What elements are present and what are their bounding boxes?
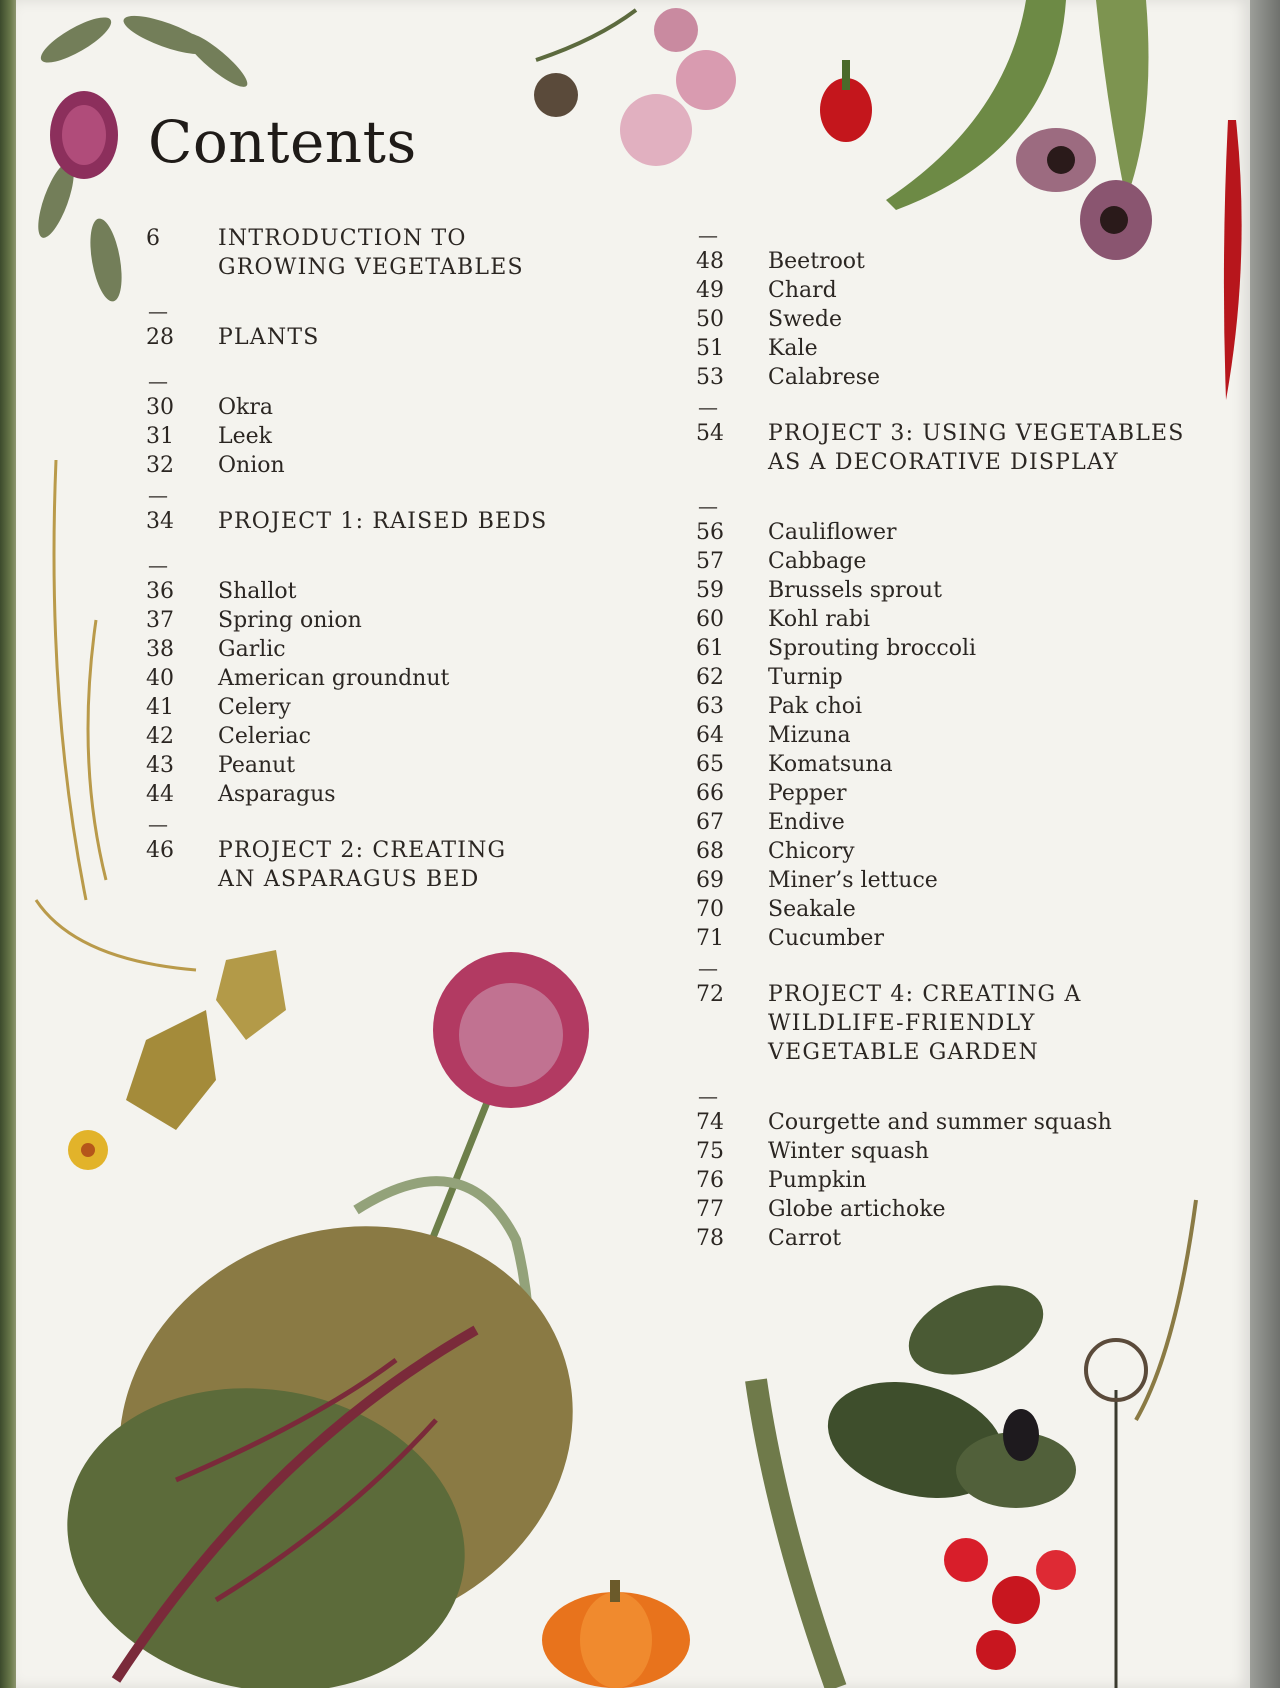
toc-page-number: 56 — [696, 520, 724, 545]
toc-section-title: AS A DECORATIVE DISPLAY — [768, 450, 1119, 475]
section-divider: — — [698, 494, 718, 518]
toc-entry-title: Peanut — [218, 753, 296, 778]
toc-entry-title: Garlic — [218, 637, 286, 662]
toc-entry-title: Calabrese — [768, 365, 881, 390]
section-divider: — — [698, 1084, 718, 1108]
toc-page-number: 66 — [696, 781, 724, 806]
section-divider: — — [698, 223, 718, 247]
toc-entry-title: Endive — [768, 810, 845, 835]
section-divider: — — [148, 483, 168, 507]
toc-page-number: 65 — [696, 752, 724, 777]
hop-leaf-icon — [68, 950, 286, 1170]
pea-pod-icon — [886, 0, 1149, 210]
toc-page-number: 71 — [696, 926, 724, 951]
toc-section-title: PROJECT 3: USING VEGETABLES — [768, 421, 1185, 446]
toc-page-number: 75 — [696, 1139, 724, 1164]
toc-entry-title: Celery — [218, 695, 291, 720]
toc-entry-title: Kale — [768, 336, 818, 361]
toc-section-title: PROJECT 2: CREATING — [218, 838, 507, 863]
toc-page-number: 78 — [696, 1226, 724, 1251]
toc-page-number: 62 — [696, 665, 724, 690]
toc-entry-title: Turnip — [768, 665, 843, 690]
toc-page-number: 43 — [146, 753, 174, 778]
chilli-pepper-icon — [1224, 120, 1242, 400]
toc-section-title: VEGETABLE GARDEN — [768, 1040, 1039, 1065]
toc-entry-title: Globe artichoke — [768, 1197, 946, 1222]
toc-section-title: AN ASPARAGUS BED — [218, 867, 480, 892]
toc-page-number: 44 — [146, 782, 174, 807]
section-divider: — — [148, 299, 168, 323]
toc-section-title: PROJECT 4: CREATING A — [768, 982, 1082, 1007]
toc-page-number: 63 — [696, 694, 724, 719]
toc-page-number: 69 — [696, 868, 724, 893]
toc-page-number: 51 — [696, 336, 724, 361]
toc-entry-title: Brussels sprout — [768, 578, 942, 603]
chive-flower-icon — [1086, 1200, 1196, 1688]
toc-entry-title: Chard — [768, 278, 837, 303]
toc-page-number: 40 — [146, 666, 174, 691]
toc-page-number: 32 — [146, 453, 174, 478]
toc-page-number: 59 — [696, 578, 724, 603]
toc-page-number: 31 — [146, 424, 174, 449]
toc-entry-title: Leek — [218, 424, 272, 449]
toc-page-number: 28 — [146, 325, 174, 350]
toc-entry-title: Cauliflower — [768, 520, 897, 545]
toc-entry-title: Beetroot — [768, 249, 865, 274]
toc-page-number: 72 — [696, 982, 724, 1007]
toc-entry-title: Cabbage — [768, 549, 867, 574]
toc-entry-title: Spring onion — [218, 608, 362, 633]
toc-entry-title: Kohl rabi — [768, 607, 871, 632]
toc-page-number: 53 — [696, 365, 724, 390]
toc-page-number: 46 — [146, 838, 174, 863]
page-edge — [1250, 0, 1280, 1688]
section-divider: — — [148, 812, 168, 836]
toc-entry-title: Komatsuna — [768, 752, 893, 777]
toc-page-number: 30 — [146, 395, 174, 420]
toc-entry-title: Pepper — [768, 781, 847, 806]
toc-page-number: 6 — [146, 226, 160, 251]
toc-section-title: PROJECT 1: RAISED BEDS — [218, 509, 548, 534]
toc-page-number: 38 — [146, 637, 174, 662]
toc-entry-title: Shallot — [218, 579, 297, 604]
chilli-pepper-icon — [820, 60, 872, 142]
pumpkin-icon — [542, 1580, 690, 1688]
toc-page-number: 68 — [696, 839, 724, 864]
toc-entry-title: Asparagus — [218, 782, 336, 807]
toc-entry-title: Cucumber — [768, 926, 884, 951]
clover-flower-icon — [50, 91, 118, 179]
toc-section-title: WILDLIFE-FRIENDLY — [768, 1011, 1036, 1036]
section-divider: — — [148, 369, 168, 393]
section-divider: — — [698, 395, 718, 419]
toc-page-number: 64 — [696, 723, 724, 748]
toc-page-number: 61 — [696, 636, 724, 661]
toc-page-number: 48 — [696, 249, 724, 274]
toc-section-title: INTRODUCTION TO — [218, 226, 467, 251]
toc-page-number: 49 — [696, 278, 724, 303]
toc-entry-title: Pumpkin — [768, 1168, 867, 1193]
toc-section-title: PLANTS — [218, 325, 320, 350]
toc-entry-title: Celeriac — [218, 724, 311, 749]
toc-page-number: 77 — [696, 1197, 724, 1222]
toc-page-number: 76 — [696, 1168, 724, 1193]
toc-entry-title: American groundnut — [218, 666, 450, 691]
toc-entry-title: Miner’s lettuce — [768, 868, 938, 893]
toc-entry-title: Carrot — [768, 1226, 842, 1251]
section-divider: — — [148, 553, 168, 577]
toc-section-title: GROWING VEGETABLES — [218, 255, 524, 280]
toc-entry-title: Seakale — [768, 897, 856, 922]
runner-bean-icon — [756, 1268, 1076, 1688]
toc-entry-title: Onion — [218, 453, 285, 478]
toc-page-number: 54 — [696, 421, 724, 446]
book-page — [16, 0, 1250, 1688]
page-title: Contents — [148, 108, 417, 176]
toc-entry-title: Swede — [768, 307, 843, 332]
toc-page-number: 60 — [696, 607, 724, 632]
toc-page-number: 67 — [696, 810, 724, 835]
toc-page-number: 34 — [146, 509, 174, 534]
toc-page-number: 37 — [146, 608, 174, 633]
toc-entry-title: Courgette and summer squash — [768, 1110, 1112, 1135]
toc-entry-title: Pak choi — [768, 694, 863, 719]
toc-entry-title: Mizuna — [768, 723, 851, 748]
toc-page-number: 50 — [696, 307, 724, 332]
chard-leaf-icon — [43, 1163, 631, 1688]
toc-page-number: 36 — [146, 579, 174, 604]
toc-page-number: 57 — [696, 549, 724, 574]
toc-page-number: 74 — [696, 1110, 724, 1135]
toc-entry-title: Chicory — [768, 839, 855, 864]
toc-entry-title: Sprouting broccoli — [768, 636, 977, 661]
toc-page-number: 42 — [146, 724, 174, 749]
toc-page-number: 70 — [696, 897, 724, 922]
toc-entry-title: Winter squash — [768, 1139, 929, 1164]
section-divider: — — [698, 956, 718, 980]
sweet-pea-flower-icon — [534, 8, 736, 166]
toc-page-number: 41 — [146, 695, 174, 720]
toc-entry-title: Okra — [218, 395, 273, 420]
